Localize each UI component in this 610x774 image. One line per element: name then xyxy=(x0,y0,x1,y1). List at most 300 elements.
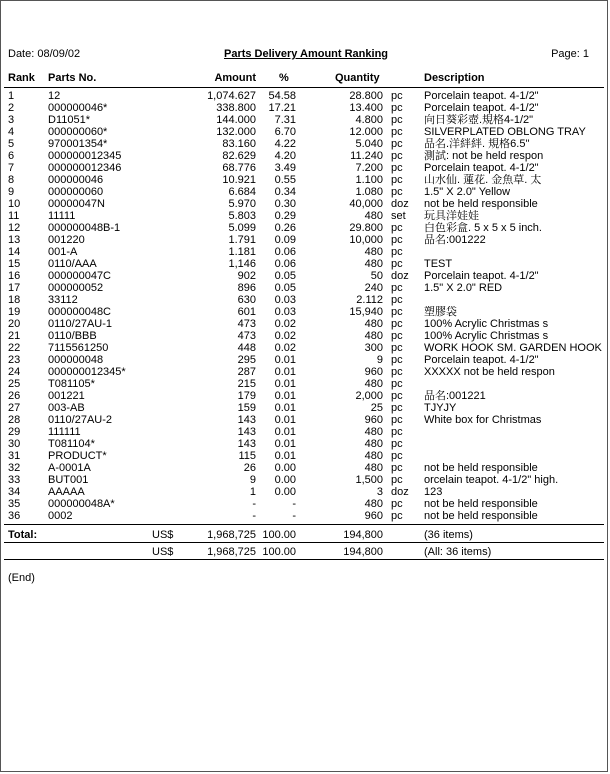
row-quantity: 480 xyxy=(364,450,383,462)
row-percent: 54.58 xyxy=(268,90,296,102)
row-quantity: 1.100 xyxy=(355,174,383,186)
row-unit: pc xyxy=(391,342,403,354)
header-rule xyxy=(4,87,604,88)
row-part-no: 001-A xyxy=(48,246,78,258)
row-amount: 9 xyxy=(249,474,256,486)
row-description: Porcelain teapot. 4-1/2" xyxy=(424,162,539,174)
row-quantity: 40,000 xyxy=(349,198,383,210)
row-part-no: 0110/AAA xyxy=(48,258,97,270)
row-percent: 0.34 xyxy=(274,186,296,198)
table-row xyxy=(1,354,610,366)
col-parts-no: Parts No. xyxy=(48,72,97,84)
row-part-no: A-0001A xyxy=(48,462,91,474)
row-quantity: 29.800 xyxy=(349,222,383,234)
row-part-no: 000000048 xyxy=(48,354,104,366)
row-description: not be held responsible xyxy=(424,510,538,522)
total-quantity: 194,800 xyxy=(343,529,383,541)
row-percent: 0.01 xyxy=(274,426,296,438)
row-amount: 5.099 xyxy=(228,222,256,234)
table-row xyxy=(1,402,610,414)
row-description: 100% Acrylic Christmas s xyxy=(424,318,549,330)
row-amount: 295 xyxy=(237,354,256,366)
row-unit: pc xyxy=(391,162,403,174)
row-part-no: T081104* xyxy=(48,438,95,450)
row-quantity: 480 xyxy=(364,330,383,342)
row-part-no: 000000047C xyxy=(48,270,112,282)
row-amount: 473 xyxy=(237,318,256,330)
table-row xyxy=(1,294,610,306)
table-row xyxy=(1,246,610,258)
table-row xyxy=(1,198,610,210)
row-unit: doz xyxy=(391,198,409,210)
row-amount: 132.000 xyxy=(216,126,256,138)
row-unit: pc xyxy=(391,510,403,522)
row-part-no: 000000012345 xyxy=(48,150,122,162)
row-quantity: 480 xyxy=(364,378,383,390)
end-marker: (End) xyxy=(8,572,35,584)
row-quantity: 50 xyxy=(370,270,383,282)
row-percent: 0.01 xyxy=(274,366,296,378)
row-rank: 13 xyxy=(8,234,21,246)
page-number: Page: 1 xyxy=(551,48,589,60)
row-unit: pc xyxy=(391,318,403,330)
total-rule-top xyxy=(4,524,604,525)
row-part-no: 0110/27AU-1 xyxy=(48,318,113,330)
row-percent: 0.26 xyxy=(274,222,296,234)
row-percent: 0.01 xyxy=(274,390,296,402)
row-unit: pc xyxy=(391,102,403,114)
column-headers xyxy=(1,72,610,86)
row-percent: 17.21 xyxy=(268,102,296,114)
row-rank: 24 xyxy=(8,366,21,378)
row-amount: 1.181 xyxy=(228,246,256,258)
table-row xyxy=(1,366,610,378)
row-amount: 115 xyxy=(238,450,256,462)
row-quantity: 480 xyxy=(364,498,383,510)
row-percent: 0.55 xyxy=(274,174,296,186)
row-unit: pc xyxy=(391,174,403,186)
row-quantity: 240 xyxy=(364,282,383,294)
row-unit: set xyxy=(391,210,406,222)
row-description: Porcelain teapot. 4-1/2" xyxy=(424,270,539,282)
row-quantity: 9 xyxy=(376,354,383,366)
row-rank: 6 xyxy=(8,150,15,162)
row-quantity: 480 xyxy=(364,426,383,438)
row-rank: 21 xyxy=(8,330,21,342)
row-amount: 10.921 xyxy=(222,174,256,186)
row-rank: 15 xyxy=(8,258,21,270)
row-quantity: 25 xyxy=(370,402,383,414)
row-rank: 33 xyxy=(8,474,21,486)
row-rank: 34 xyxy=(8,486,21,498)
row-description: 白色彩盒. 5 x 5 x 5 inch. xyxy=(424,222,542,234)
row-percent: 0.01 xyxy=(274,414,296,426)
row-description: TEST xyxy=(424,258,453,270)
row-description: 山水仙. 蓮花. 金魚草. 太 xyxy=(424,174,542,186)
row-amount: 144.000 xyxy=(216,114,256,126)
row-rank: 27 xyxy=(8,402,21,414)
row-description: 品名.洋絆絆. 規格6.5" xyxy=(424,138,530,150)
table-row xyxy=(1,114,610,126)
row-unit: pc xyxy=(391,414,403,426)
row-percent: 0.01 xyxy=(274,438,296,450)
row-quantity: 12.000 xyxy=(349,126,383,138)
table-row xyxy=(1,210,610,222)
total-percent: 100.00 xyxy=(262,529,296,541)
row-description: 品名:001221 xyxy=(424,390,486,402)
row-unit: pc xyxy=(391,186,403,198)
table-row xyxy=(1,438,610,450)
row-description: 123 xyxy=(424,486,443,498)
total-row xyxy=(1,529,610,541)
row-amount: 473 xyxy=(237,330,256,342)
table-row xyxy=(1,186,610,198)
row-rank: 32 xyxy=(8,462,21,474)
row-description: 100% Acrylic Christmas s xyxy=(424,330,549,342)
row-part-no: 001220 xyxy=(48,234,85,246)
row-unit: pc xyxy=(391,438,403,450)
row-amount: - xyxy=(252,498,256,510)
table-row xyxy=(1,318,610,330)
row-rank: 30 xyxy=(8,438,21,450)
row-description: not be held responsible xyxy=(424,198,538,210)
row-quantity: 28.800 xyxy=(349,90,383,102)
row-amount: 159 xyxy=(237,402,256,414)
row-rank: 7 xyxy=(8,162,15,174)
table-row xyxy=(1,258,610,270)
row-description: 測試: not be held respon xyxy=(424,150,544,162)
row-part-no: 000000052 xyxy=(48,282,104,294)
row-amount: 338.800 xyxy=(216,102,256,114)
row-amount: 448 xyxy=(237,342,256,354)
report-title: Parts Delivery Amount Ranking xyxy=(223,48,389,60)
row-rank: 8 xyxy=(8,174,15,186)
row-amount: 26 xyxy=(243,462,256,474)
row-percent: 0.02 xyxy=(274,330,296,342)
row-rank: 26 xyxy=(8,390,21,402)
row-amount: 5.803 xyxy=(228,210,256,222)
row-description: Porcelain teapot. 4-1/2" xyxy=(424,102,539,114)
table-row xyxy=(1,414,610,426)
row-unit: pc xyxy=(391,474,403,486)
row-part-no: 33112 xyxy=(48,294,78,306)
row-percent: 4.22 xyxy=(274,138,296,150)
row-description: TJYJY xyxy=(424,402,457,414)
row-description: XXXXX not be held respon xyxy=(424,366,555,378)
row-quantity: 300 xyxy=(364,342,383,354)
row-unit: pc xyxy=(391,126,403,138)
row-quantity: 960 xyxy=(364,414,383,426)
total-amount: 1,968,725 xyxy=(207,529,256,541)
row-amount: 143 xyxy=(237,414,256,426)
row-part-no: 0110/BBB xyxy=(48,330,97,342)
row-percent: 0.02 xyxy=(274,318,296,330)
table-row xyxy=(1,390,610,402)
row-unit: pc xyxy=(391,138,403,150)
row-rank: 3 xyxy=(8,114,15,126)
row-percent: 7.31 xyxy=(274,114,296,126)
row-unit: pc xyxy=(391,294,403,306)
row-unit: doz xyxy=(391,486,409,498)
row-quantity: 480 xyxy=(364,246,383,258)
row-percent: 0.02 xyxy=(274,342,296,354)
col-description: Description xyxy=(424,72,485,84)
row-amount: 6.684 xyxy=(228,186,256,198)
row-amount: 601 xyxy=(237,306,256,318)
row-rank: 35 xyxy=(8,498,21,510)
row-rank: 22 xyxy=(8,342,21,354)
col-rank: Rank xyxy=(8,72,35,84)
row-percent: 0.30 xyxy=(274,198,296,210)
row-percent: 0.05 xyxy=(274,270,296,282)
row-quantity: 5.040 xyxy=(355,138,383,150)
row-description: 1.5" X 2.0" Yellow xyxy=(424,186,511,198)
row-description: 向日葵彩壺.規格4-1/2" xyxy=(424,114,534,126)
table-row xyxy=(1,90,610,102)
row-part-no: AAAAA xyxy=(48,486,85,498)
grand-total-items: (All: 36 items) xyxy=(424,546,492,558)
row-percent: 0.00 xyxy=(274,474,296,486)
row-rank: 31 xyxy=(8,450,21,462)
row-part-no: 00000047N xyxy=(48,198,105,210)
table-row xyxy=(1,174,610,186)
row-percent: 0.09 xyxy=(274,234,296,246)
row-part-no: 7115561250 xyxy=(48,342,109,354)
row-amount: 5.970 xyxy=(228,198,256,210)
row-unit: doz xyxy=(391,270,409,282)
row-percent: 0.29 xyxy=(274,210,296,222)
row-rank: 11 xyxy=(8,210,20,222)
row-unit: pc xyxy=(391,258,403,270)
row-percent: 4.20 xyxy=(274,150,296,162)
table-row xyxy=(1,498,610,510)
row-percent: 0.01 xyxy=(274,402,296,414)
row-percent: 0.01 xyxy=(274,354,296,366)
row-rank: 29 xyxy=(8,426,21,438)
row-unit: pc xyxy=(391,330,403,342)
table-row xyxy=(1,474,610,486)
table-row xyxy=(1,426,610,438)
table-row xyxy=(1,222,610,234)
row-amount: 1,074.627 xyxy=(207,90,256,102)
row-quantity: 4.800 xyxy=(355,114,383,126)
table-row xyxy=(1,462,610,474)
row-amount: 902 xyxy=(237,270,256,282)
row-amount: 287 xyxy=(237,366,256,378)
row-rank: 20 xyxy=(8,318,21,330)
grand-total-row xyxy=(1,546,610,558)
row-amount: 630 xyxy=(237,294,256,306)
row-rank: 23 xyxy=(8,354,21,366)
row-part-no: 000000046* xyxy=(48,102,108,114)
table-row xyxy=(1,342,610,354)
row-quantity: 480 xyxy=(364,258,383,270)
row-part-no: BUT001 xyxy=(48,474,89,486)
table-row xyxy=(1,102,610,114)
row-part-no: 970001354* xyxy=(48,138,108,150)
row-quantity: 7.200 xyxy=(355,162,383,174)
row-part-no: 000000048A* xyxy=(48,498,115,510)
row-description: not be held responsible xyxy=(424,462,538,474)
row-part-no: 111111 xyxy=(48,426,81,438)
row-rank: 14 xyxy=(8,246,21,258)
row-amount: 896 xyxy=(237,282,256,294)
row-quantity: 1.080 xyxy=(355,186,383,198)
report-date: Date: 08/09/02 xyxy=(8,48,81,60)
row-part-no: 12 xyxy=(48,90,61,102)
row-rank: 19 xyxy=(8,306,21,318)
row-unit: pc xyxy=(391,402,403,414)
row-rank: 5 xyxy=(8,138,15,150)
table-row xyxy=(1,150,610,162)
total-label: Total: xyxy=(8,529,38,541)
row-quantity: 480 xyxy=(364,210,383,222)
row-part-no: 000000012345* xyxy=(48,366,126,378)
row-percent: 0.00 xyxy=(274,462,296,474)
row-unit: pc xyxy=(391,450,403,462)
row-unit: pc xyxy=(391,354,403,366)
table-row xyxy=(1,378,610,390)
row-rank: 36 xyxy=(8,510,21,522)
row-description: WORK HOOK SM. GARDEN HOOK xyxy=(424,342,602,354)
table-row xyxy=(1,126,610,138)
grand-total-amount: 1,968,725 xyxy=(207,546,256,558)
row-part-no: PRODUCT* xyxy=(48,450,107,462)
table-row xyxy=(1,450,610,462)
row-unit: pc xyxy=(391,306,403,318)
grand-total-currency: US$ xyxy=(152,546,174,558)
row-quantity: 960 xyxy=(364,510,383,522)
row-amount: 143 xyxy=(237,438,256,450)
row-unit: pc xyxy=(391,462,403,474)
table-row xyxy=(1,330,610,342)
row-amount: 68.776 xyxy=(222,162,256,174)
row-percent: 0.01 xyxy=(274,450,296,462)
row-quantity: 480 xyxy=(364,462,383,474)
row-amount: 1 xyxy=(249,486,256,498)
row-quantity: 480 xyxy=(364,438,383,450)
row-part-no: 000000060 xyxy=(48,186,104,198)
row-part-no: 000000048C xyxy=(48,306,112,318)
row-description: 玩具洋娃娃 xyxy=(424,210,479,222)
row-rank: 16 xyxy=(8,270,21,282)
row-percent: - xyxy=(292,498,296,510)
row-quantity: 2.112 xyxy=(356,294,383,306)
row-unit: pc xyxy=(391,90,403,102)
row-percent: 0.03 xyxy=(274,306,296,318)
row-quantity: 10,000 xyxy=(349,234,383,246)
row-description: 塑膠袋 xyxy=(424,306,457,318)
table-row xyxy=(1,162,610,174)
grand-total-rule xyxy=(4,559,604,560)
row-quantity: 3 xyxy=(376,486,383,498)
row-percent: 0.06 xyxy=(274,258,296,270)
row-part-no: 001221 xyxy=(48,390,85,402)
row-unit: pc xyxy=(391,234,403,246)
row-percent: 0.05 xyxy=(274,282,296,294)
row-unit: pc xyxy=(391,222,403,234)
row-rank: 2 xyxy=(8,102,15,114)
row-quantity: 13.400 xyxy=(349,102,383,114)
total-currency: US$ xyxy=(152,529,174,541)
row-description: Porcelain teapot. 4-1/2" xyxy=(424,90,539,102)
row-part-no: 0110/27AU-2 xyxy=(48,414,113,426)
table-row xyxy=(1,306,610,318)
row-rank: 10 xyxy=(8,198,21,210)
row-part-no: D11051* xyxy=(48,114,90,126)
row-part-no: 000000012346 xyxy=(48,162,122,174)
row-amount: 1,146 xyxy=(228,258,256,270)
row-rank: 12 xyxy=(8,222,21,234)
table-row xyxy=(1,510,610,522)
row-unit: pc xyxy=(391,390,403,402)
row-amount: 179 xyxy=(237,390,256,402)
row-description: 1.5" X 2.0" RED xyxy=(424,282,503,294)
row-description: White box for Christmas xyxy=(424,414,542,426)
total-items: (36 items) xyxy=(424,529,473,541)
table-row xyxy=(1,234,610,246)
row-quantity: 1,500 xyxy=(355,474,383,486)
row-percent: 0.01 xyxy=(274,378,296,390)
row-percent: 3.49 xyxy=(274,162,296,174)
table-row xyxy=(1,138,610,150)
row-percent: 0.00 xyxy=(274,486,296,498)
row-rank: 9 xyxy=(8,186,15,198)
row-percent: - xyxy=(292,510,296,522)
row-amount: - xyxy=(252,510,256,522)
row-quantity: 480 xyxy=(364,318,383,330)
row-description: SILVERPLATED OBLONG TRAY xyxy=(424,126,586,138)
row-rank: 25 xyxy=(8,378,21,390)
row-unit: pc xyxy=(391,282,403,294)
col-quantity: Quantity xyxy=(335,72,380,84)
row-unit: pc xyxy=(391,498,403,510)
row-part-no: 000000048B-1 xyxy=(48,222,121,234)
total-rule-bottom xyxy=(4,542,604,543)
row-amount: 82.629 xyxy=(222,150,256,162)
row-part-no: 003-AB xyxy=(48,402,85,414)
table-row xyxy=(1,270,610,282)
grand-total-quantity: 194,800 xyxy=(343,546,383,558)
row-rank: 28 xyxy=(8,414,21,426)
row-amount: 1.791 xyxy=(228,234,256,246)
row-amount: 215 xyxy=(237,378,256,390)
grand-total-percent: 100.00 xyxy=(262,546,296,558)
row-quantity: 15,940 xyxy=(349,306,383,318)
row-unit: pc xyxy=(391,246,403,258)
row-description: not be held responsible xyxy=(424,498,538,510)
col-amount: Amount xyxy=(214,72,256,84)
row-part-no: 11111 xyxy=(48,210,76,222)
table-row xyxy=(1,282,610,294)
row-percent: 0.06 xyxy=(274,246,296,258)
row-amount: 83.160 xyxy=(222,138,256,150)
row-part-no: 0002 xyxy=(48,510,73,522)
row-quantity: 11.240 xyxy=(350,150,383,162)
row-description: Porcelain teapot. 4-1/2" xyxy=(424,354,539,366)
col-percent: % xyxy=(279,72,289,84)
row-unit: pc xyxy=(391,150,403,162)
row-description: orcelain teapot. 4-1/2" high. xyxy=(424,474,559,486)
row-rank: 4 xyxy=(8,126,15,138)
row-unit: pc xyxy=(391,366,403,378)
row-rank: 1 xyxy=(8,90,15,102)
ranking-table xyxy=(1,90,610,522)
row-quantity: 960 xyxy=(364,366,383,378)
row-unit: pc xyxy=(391,114,403,126)
table-row xyxy=(1,486,610,498)
row-quantity: 2,000 xyxy=(355,390,383,402)
